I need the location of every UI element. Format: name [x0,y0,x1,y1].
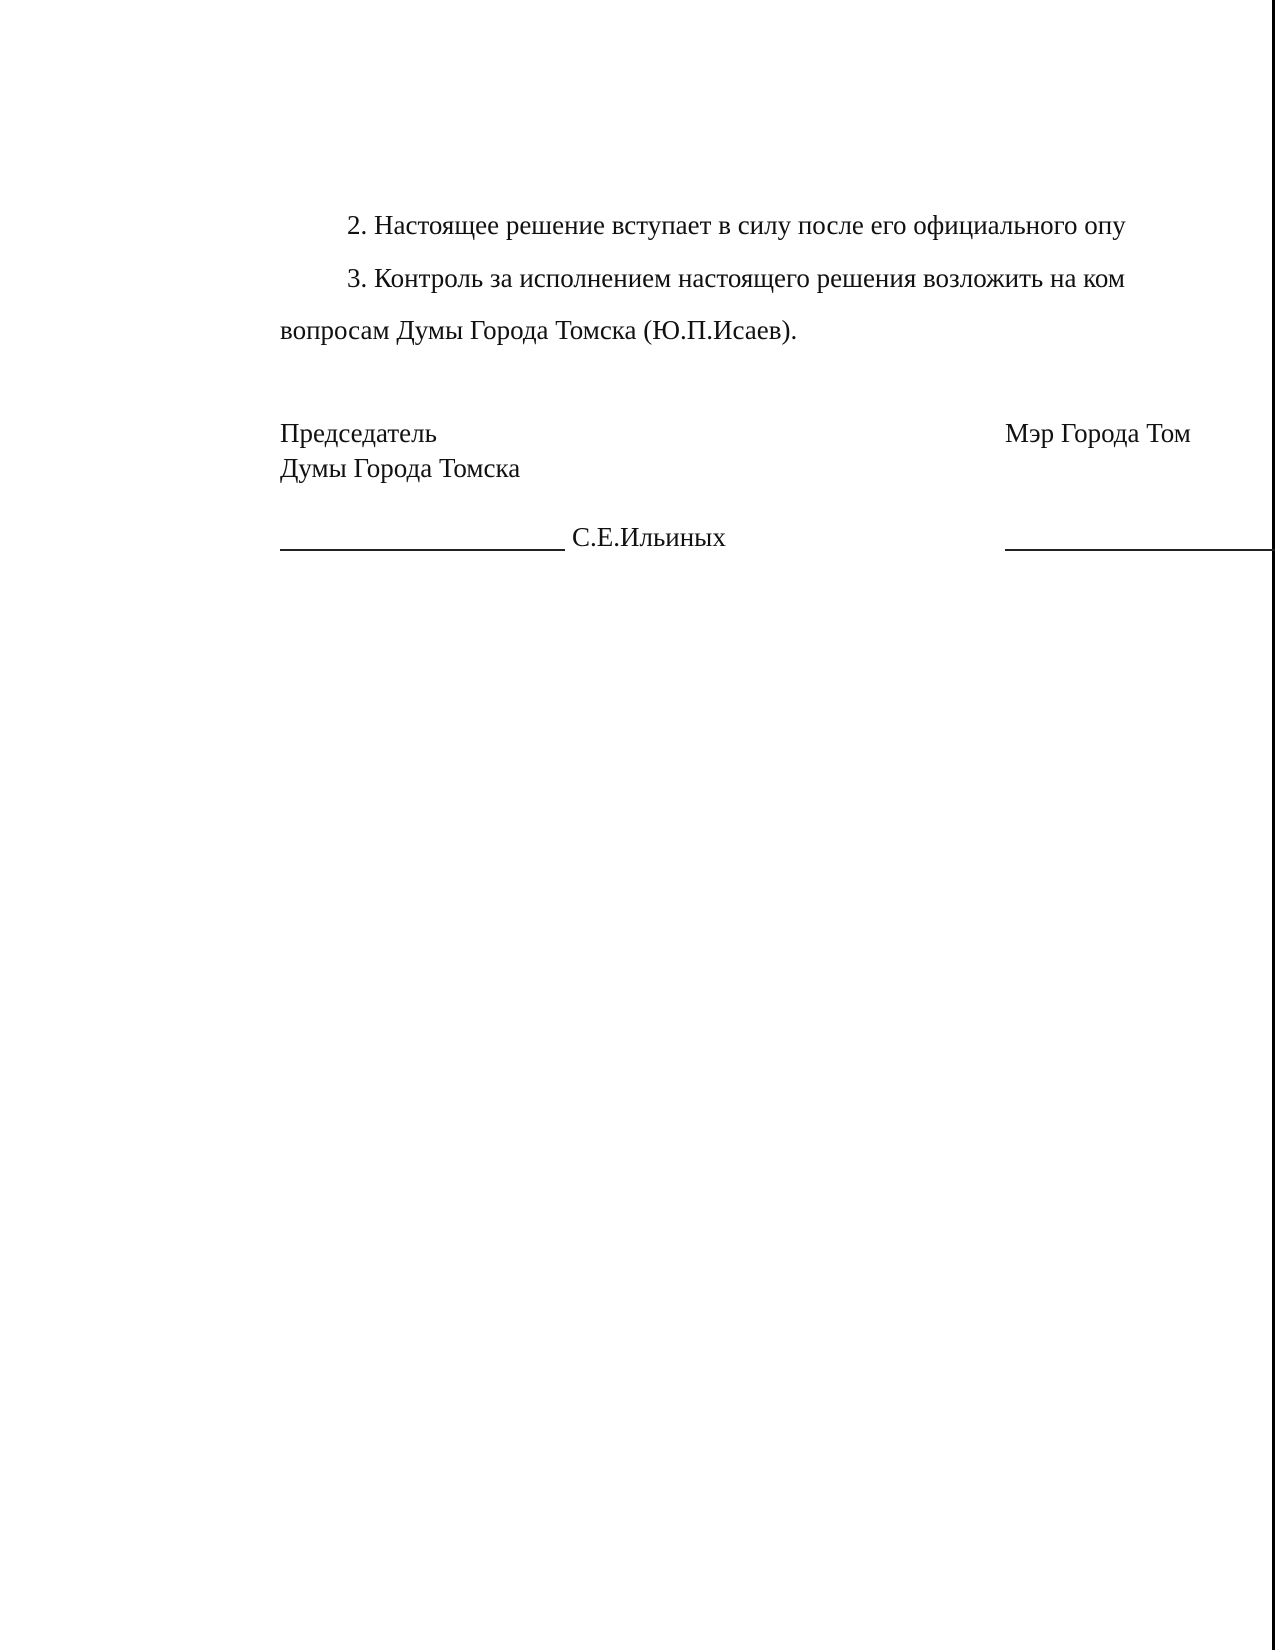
mayor-title: Мэр Города Том [1005,418,1191,448]
chairman-organization: Думы Города Томска [280,453,521,483]
chairman-signature-line [280,549,565,551]
paragraph-2: 2. Настоящее решение вступает в силу после его официального опу [347,210,1126,240]
paragraph-3-line-1: 3. Контроль за исполнением настоящего решения возложить на ком [347,263,1125,293]
paragraph-3-line-2: вопросам Думы Города Томска (Ю.П.Исаев). [280,315,798,345]
chairman-title: Председатель [280,418,437,448]
chairman-name: С.Е.Ильиных [572,522,726,552]
mayor-signature-line [1005,549,1275,551]
